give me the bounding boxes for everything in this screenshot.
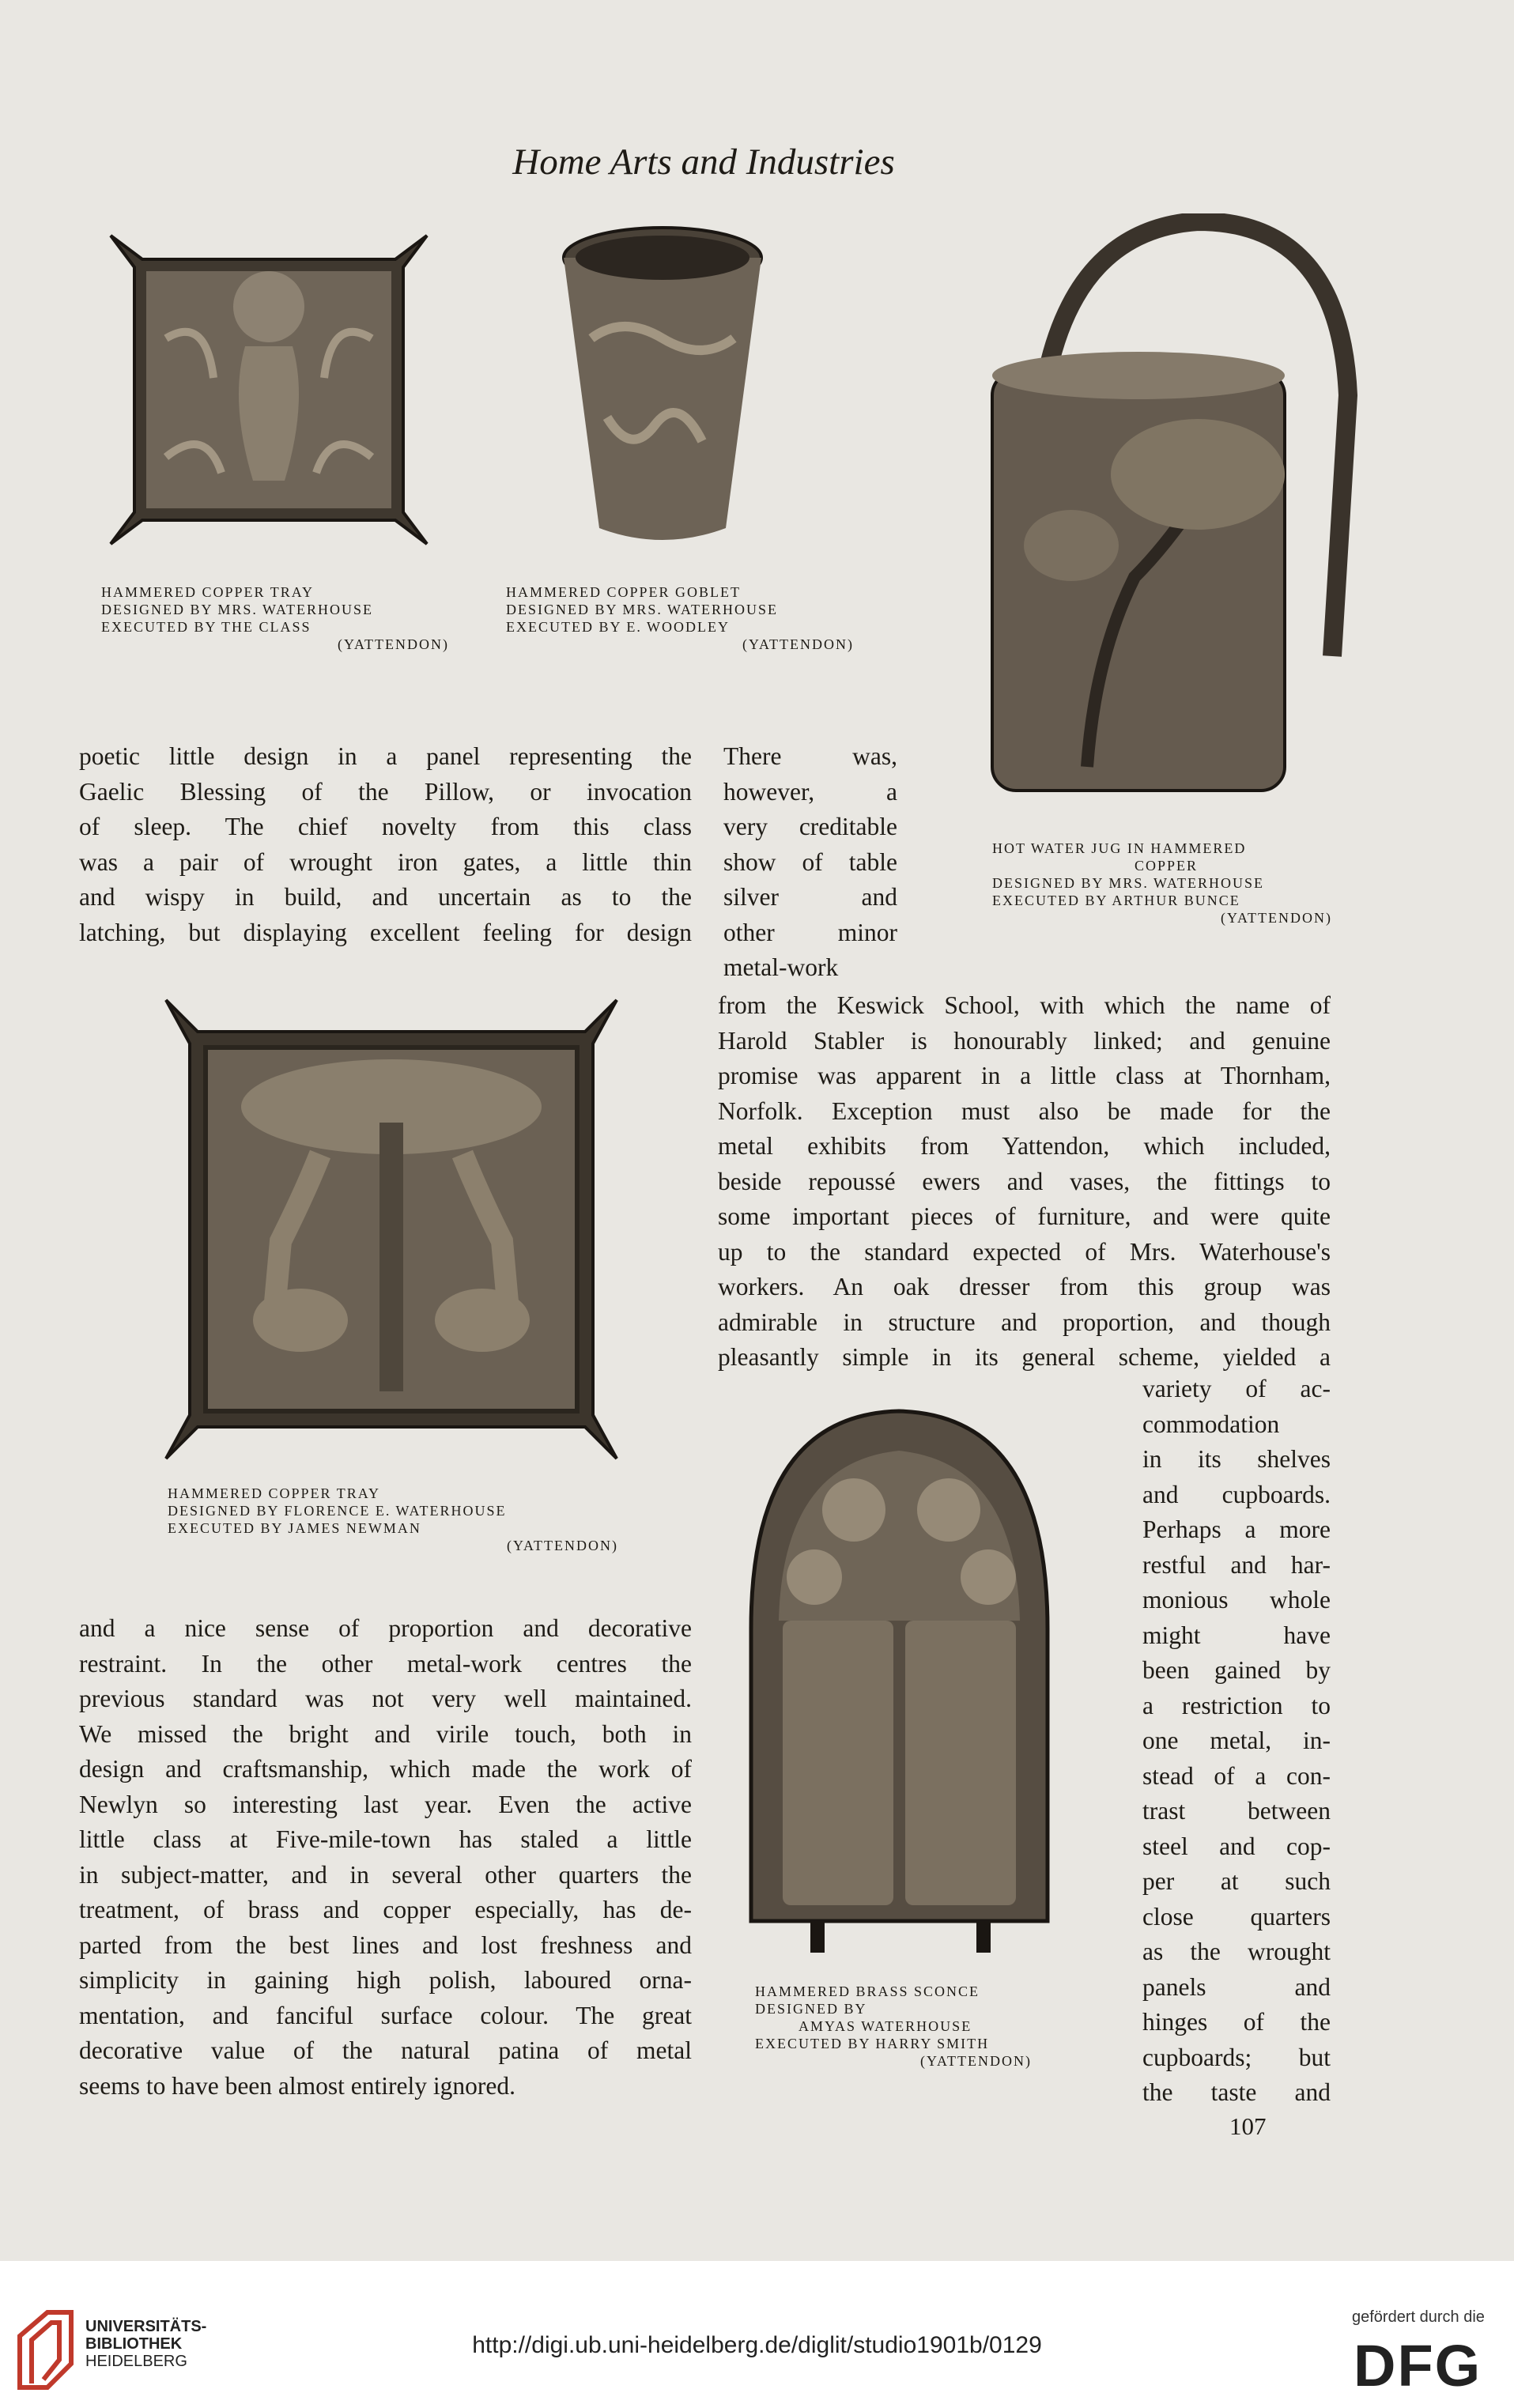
- text-line: in its shelves: [1142, 1445, 1331, 1473]
- copper-goblet-photo: [544, 220, 781, 560]
- caption-line: EXECUTED BY JAMES NEWMAN: [168, 1520, 421, 1536]
- text-line: little class at Five-mile-town has staled a little: [79, 1825, 692, 1853]
- text-line: seems to have been almost entirely ignored.: [79, 2071, 515, 2100]
- left-column-bottom-text: [79, 1611, 692, 2104]
- caption-line: DESIGNED BY: [755, 2001, 867, 2017]
- caption-line: (YATTENDON): [507, 1538, 618, 1553]
- text-line: There was,: [723, 742, 897, 770]
- text-line: admirable in structure and proportion, and though: [718, 1308, 1331, 1336]
- text-line: variety of ac-: [1142, 1375, 1331, 1402]
- text-line: latching, but displaying excellent feeling for design: [79, 918, 692, 946]
- copper-tray-caption: [101, 583, 449, 653]
- right-side-text: [1142, 1372, 1331, 2111]
- library-line: BIBLIOTHEK: [85, 2335, 183, 2353]
- text-line: stead of a con-: [1142, 1761, 1331, 1790]
- text-line: commodation: [1142, 1410, 1280, 1438]
- text-line: trast between: [1142, 1797, 1331, 1825]
- caption-line: COPPER: [1134, 858, 1199, 874]
- text-line: Harold Stabler is honourably linked; and genuine: [718, 1026, 1331, 1055]
- library-line: UNIVERSITÄTS-: [85, 2318, 207, 2335]
- text-line: was a pair of wrought iron gates, a little thin: [79, 847, 692, 876]
- caption-line: HAMMERED COPPER GOBLET: [506, 584, 742, 600]
- text-line: panels and: [1142, 1972, 1331, 2001]
- text-line: metal-work: [723, 953, 839, 981]
- giraffe-tray-caption: [168, 1485, 618, 1554]
- text-line: We missed the bright and virile touch, both in: [79, 1719, 692, 1748]
- brass-sconce-caption: [755, 1983, 1032, 2070]
- text-line: per at such: [1142, 1867, 1331, 1895]
- text-line: mentation, and fanciful surface colour. The great: [79, 2001, 692, 2029]
- hot-water-jug-caption: [992, 840, 1340, 927]
- caption-line: EXECUTED BY E. WOODLEY: [506, 619, 730, 635]
- text-line: very creditable: [723, 813, 897, 840]
- text-line: as the wrought: [1142, 1938, 1331, 1965]
- right-column-narrow-text: [723, 739, 897, 986]
- text-line: previous standard was not very well maintained.: [79, 1685, 692, 1712]
- caption-line: EXECUTED BY HARRY SMITH: [755, 2036, 990, 2051]
- text-line: Norfolk. Exception must also be made for the: [718, 1096, 1331, 1125]
- caption-line: HAMMERED BRASS SCONCE: [755, 1983, 980, 1999]
- right-column-text: [718, 988, 1331, 1376]
- caption-line: DESIGNED BY FLORENCE E. WATERHOUSE: [168, 1503, 507, 1519]
- text-line: pleasantly simple in its general scheme, yielded a: [718, 1343, 1331, 1371]
- text-line: other minor: [723, 918, 897, 946]
- caption-line: HOT WATER JUG IN HAMMERED: [992, 840, 1247, 856]
- text-line: workers. An oak dresser from this group was: [718, 1273, 1331, 1300]
- text-line: one metal, in-: [1142, 1727, 1331, 1754]
- text-line: silver and: [723, 883, 897, 911]
- text-line: however, a: [723, 777, 897, 806]
- copper-goblet-caption: [506, 583, 854, 653]
- text-line: simplicity in gaining high polish, laboured orna-: [79, 1966, 692, 1994]
- text-line: monious whole: [1142, 1586, 1331, 1614]
- text-line: promise was apparent in a little class at Thornham,: [718, 1062, 1331, 1089]
- left-column-top-text: [79, 739, 692, 950]
- text-line: restful and har-: [1142, 1550, 1331, 1579]
- hot-water-jug-photo: [961, 213, 1372, 822]
- text-line: of sleep. The chief novelty from this class: [79, 813, 692, 840]
- text-line: and cupboards.: [1142, 1480, 1331, 1508]
- running-head: Home Arts and Industries: [512, 142, 895, 183]
- funding-note: gefördert durch die: [1352, 2308, 1485, 2326]
- caption-line: (YATTENDON): [920, 2053, 1032, 2069]
- caption-line: (YATTENDON): [742, 636, 854, 652]
- text-line: metal exhibits from Yattendon, which included,: [718, 1132, 1331, 1160]
- text-line: been gained by: [1142, 1656, 1331, 1684]
- caption-line: HAMMERED COPPER TRAY: [168, 1485, 381, 1501]
- giraffe-tray-photo: [154, 988, 629, 1470]
- text-line: Perhaps a more: [1142, 1515, 1331, 1543]
- caption-line: (YATTENDON): [1221, 910, 1332, 926]
- caption-line: (YATTENDON): [338, 636, 449, 652]
- caption-line: EXECUTED BY ARTHUR BUNCE: [992, 893, 1240, 908]
- text-line: treatment, of brass and copper especially, has de-: [79, 1896, 692, 1923]
- text-line: hinges of the: [1142, 2008, 1331, 2036]
- text-line: the taste and: [1142, 2078, 1331, 2106]
- caption-line: HAMMERED COPPER TRAY: [101, 584, 315, 600]
- text-line: Gaelic Blessing of the Pillow, or invocation: [79, 777, 692, 806]
- text-line: parted from the best lines and lost freshness and: [79, 1931, 692, 1959]
- text-line: cupboards; but: [1142, 2043, 1331, 2071]
- caption-line: AMYAS WATERHOUSE: [799, 2018, 972, 2034]
- text-line: some important pieces of furniture, and were quite: [718, 1202, 1331, 1230]
- text-line: steel and cop-: [1142, 1832, 1331, 1860]
- text-line: poetic little design in a panel representing the: [79, 742, 692, 770]
- caption-line: DESIGNED BY MRS. WATERHOUSE: [992, 875, 1265, 891]
- brass-sconce-photo: [735, 1391, 1063, 1953]
- text-line: Newlyn so interesting last year. Even the active: [79, 1790, 692, 1818]
- page-number: 107: [1229, 2112, 1267, 2140]
- text-line: a restriction to: [1142, 1691, 1331, 1719]
- text-line: and wispy in build, and uncertain as to the: [79, 883, 692, 911]
- dfg-logo: DFG: [1354, 2333, 1482, 2399]
- text-line: in subject-matter, and in several other quarters the: [79, 1860, 692, 1889]
- caption-line: EXECUTED BY THE CLASS: [101, 619, 311, 635]
- caption-line: DESIGNED BY MRS. WATERHOUSE: [506, 602, 779, 617]
- text-line: from the Keswick School, with which the name of: [718, 991, 1331, 1019]
- text-line: and a nice sense of proportion and decorative: [79, 1614, 692, 1642]
- text-line: design and craftsmanship, which made the work of: [79, 1755, 692, 1783]
- text-line: restraint. In the other metal-work centres the: [79, 1649, 692, 1678]
- text-line: up to the standard expected of Mrs. Waterhouse's: [718, 1237, 1331, 1266]
- text-line: decorative value of the natural patina of metal: [79, 2036, 692, 2064]
- library-line: HEIDELBERG: [85, 2353, 187, 2370]
- text-line: close quarters: [1142, 1902, 1331, 1931]
- text-line: beside repoussé ewers and vases, the fittings to: [718, 1167, 1331, 1195]
- text-line: show of table: [723, 847, 897, 876]
- source-url-link[interactable]: http://digi.ub.uni-heidelberg.de/diglit/studio1901b/0129: [472, 2332, 1042, 2358]
- caption-line: DESIGNED BY MRS. WATERHOUSE: [101, 602, 374, 617]
- copper-tray-photo: [95, 220, 443, 560]
- text-line: might have: [1142, 1621, 1331, 1649]
